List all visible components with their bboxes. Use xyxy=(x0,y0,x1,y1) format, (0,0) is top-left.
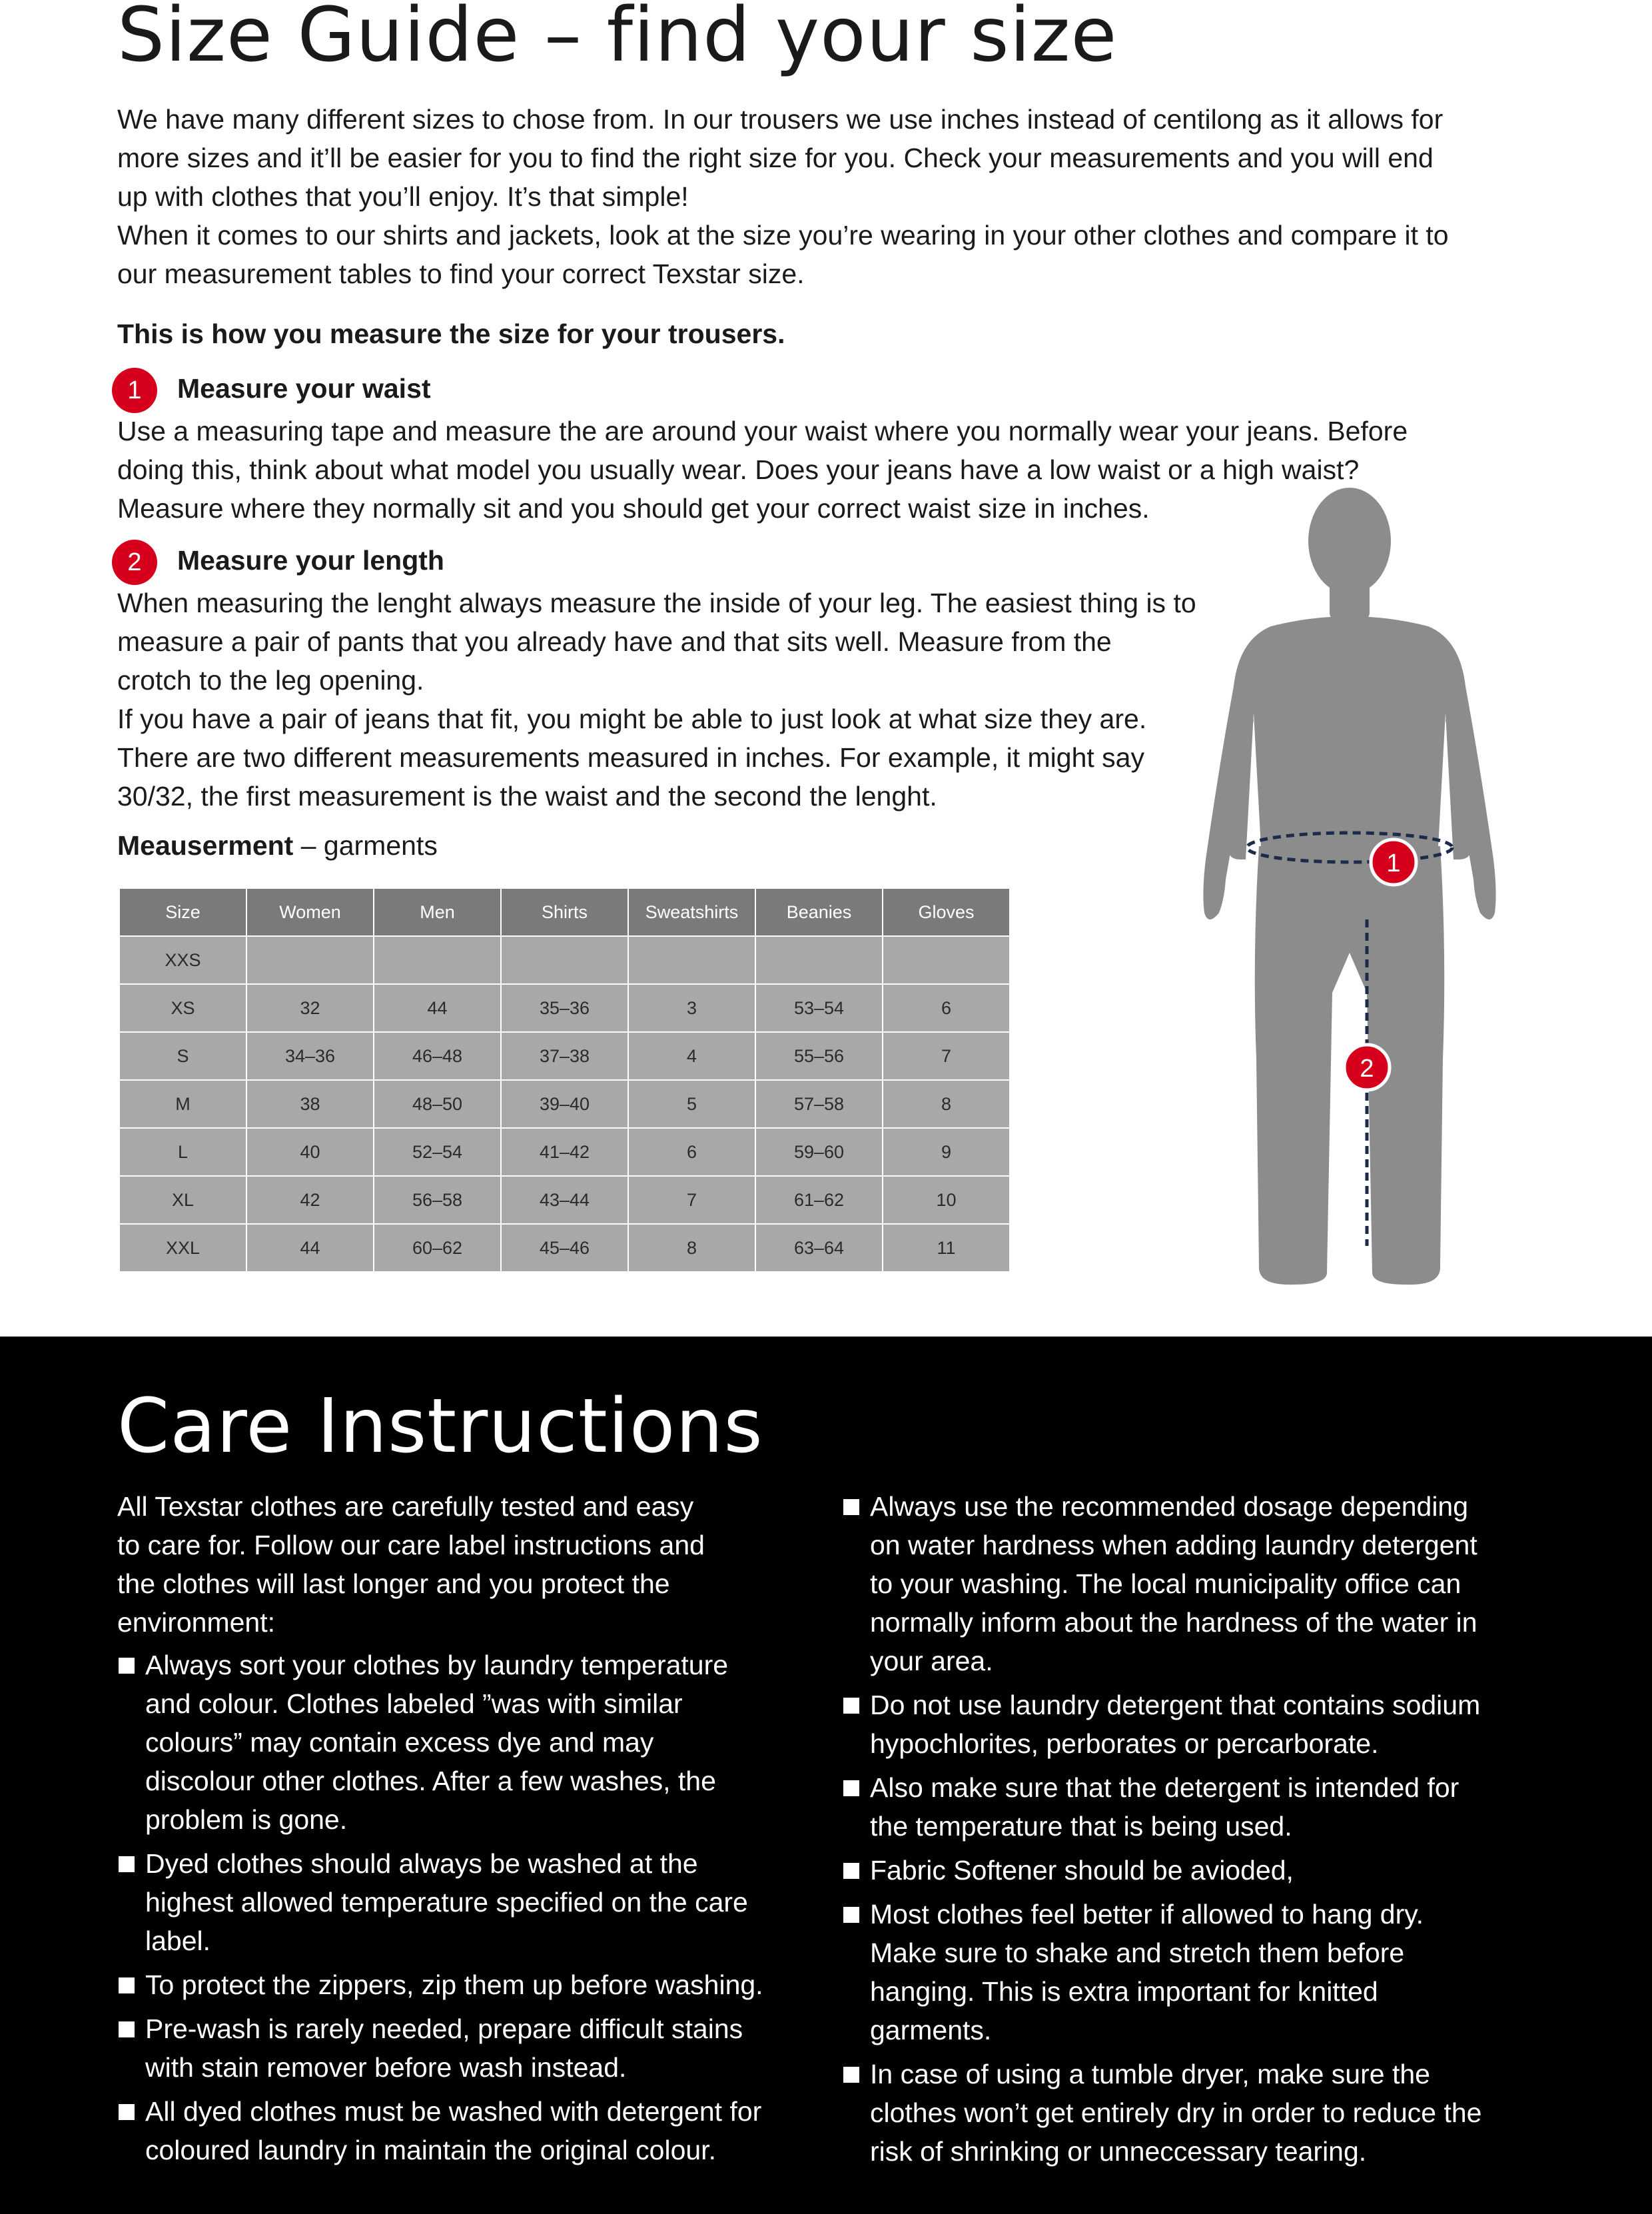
table-cell: 61–62 xyxy=(755,1176,883,1224)
text-line: When it comes to our shirts and jackets, look at the size you’re wearing in your other clothes and compare it to xyxy=(117,220,1449,251)
text-line: the clothes will last longer and you protect the xyxy=(117,1568,670,1599)
text-line: colours” may contain excess dye and may xyxy=(145,1727,654,1758)
column-header: Beanies xyxy=(755,889,883,936)
body-silhouette-figure xyxy=(1192,486,1525,1293)
table-cell: 42 xyxy=(246,1176,374,1224)
care-title: Care Instructions xyxy=(117,1383,763,1470)
care-list-item xyxy=(145,1844,763,1960)
table-cell xyxy=(246,936,374,984)
text-line: When measuring the lenght always measure the inside of your leg. The easiest thing is to xyxy=(117,588,1196,618)
text-line: All Texstar clothes are carefully tested and easy xyxy=(117,1491,694,1522)
column-header: Men xyxy=(374,889,501,936)
text-line: risk of shrinking or unneccessary tearing. xyxy=(870,2136,1367,2167)
text-line: with stain remover before wash instead. xyxy=(145,2052,627,2083)
text-line: measure a pair of pants that you already have and that sits well. Measure from the xyxy=(117,626,1112,657)
square-bullet-icon xyxy=(119,1977,135,1993)
text-line: discolour other clothes. After a few washes, the xyxy=(145,1766,716,1796)
square-bullet-icon xyxy=(843,1499,859,1515)
text-line: Fabric Softener should be avioded, xyxy=(870,1855,1294,1886)
table-cell: 45–46 xyxy=(501,1224,628,1272)
table-row xyxy=(120,1224,1010,1272)
person-silhouette xyxy=(1203,488,1495,1285)
table-cell: XXL xyxy=(120,1224,246,1272)
table-cell: 6 xyxy=(883,984,1010,1032)
table-cell xyxy=(501,936,628,984)
text-line: the temperature that is being used. xyxy=(870,1811,1292,1842)
text-line: In case of using a tumble dryer, make sure the xyxy=(870,2059,1430,2089)
table-cell: 60–62 xyxy=(374,1224,501,1272)
measurement-caption-rest: – garments xyxy=(293,830,438,861)
column-header: Sweatshirts xyxy=(628,889,755,936)
table-cell: 9 xyxy=(883,1128,1010,1176)
step-1-badge: 1 xyxy=(112,368,157,413)
table-cell: L xyxy=(120,1128,246,1176)
text-line: Also make sure that the detergent is intended for xyxy=(870,1772,1459,1803)
square-bullet-icon xyxy=(843,1907,859,1923)
table-cell: 53–54 xyxy=(755,984,883,1032)
step-2-body xyxy=(117,584,1196,816)
table-cell: 56–58 xyxy=(374,1176,501,1224)
table-cell: 63–64 xyxy=(755,1224,883,1272)
care-list-item xyxy=(145,1965,763,2004)
size-guide-title: Size Guide – find your size xyxy=(117,0,1118,79)
text-line: our measurement tables to find your correct Texstar size. xyxy=(117,259,805,289)
table-cell: 44 xyxy=(374,984,501,1032)
care-intro xyxy=(117,1487,705,1642)
table-cell: 38 xyxy=(246,1080,374,1128)
text-line: more sizes and it’ll be easier for you to find the right size for you. Check your measurements and you will end xyxy=(117,143,1434,173)
square-bullet-icon xyxy=(119,2104,135,2120)
table-row xyxy=(120,1176,1010,1224)
table-row xyxy=(120,984,1010,1032)
text-line: label. xyxy=(145,1926,211,1956)
text-line: coloured laundry in maintain the original colour. xyxy=(145,2135,716,2165)
table-cell: 5 xyxy=(628,1080,755,1128)
text-line: and colour. Clothes labeled ”was with similar xyxy=(145,1688,683,1719)
square-bullet-icon xyxy=(119,1658,135,1674)
text-line: Dyed clothes should always be washed at the xyxy=(145,1848,698,1879)
waist-marker-label: 1 xyxy=(1386,849,1401,877)
table-cell: 3 xyxy=(628,984,755,1032)
table-cell: 11 xyxy=(883,1224,1010,1272)
care-list-item xyxy=(145,2092,763,2169)
trousers-heading: This is how you measure the size for your trousers. xyxy=(117,318,785,349)
text-line: crotch to the leg opening. xyxy=(117,665,424,696)
table-row xyxy=(120,1128,1010,1176)
care-list-right xyxy=(870,1487,1481,2176)
table-cell: 37–38 xyxy=(501,1032,628,1080)
text-line: environment: xyxy=(117,1607,276,1638)
table-cell: XS xyxy=(120,984,246,1032)
square-bullet-icon xyxy=(843,2067,859,2083)
table-cell: 48–50 xyxy=(374,1080,501,1128)
text-line: All dyed clothes must be washed with detergent for xyxy=(145,2096,762,2127)
care-list-item xyxy=(145,2009,763,2087)
text-line: normally inform about the hardness of the water in xyxy=(870,1607,1477,1638)
step-1-title: Measure your waist xyxy=(177,373,431,404)
table-cell: 55–56 xyxy=(755,1032,883,1080)
table-cell xyxy=(374,936,501,984)
text-line: Pre-wash is rarely needed, prepare difficult stains xyxy=(145,2013,743,2044)
table-cell: 7 xyxy=(628,1176,755,1224)
square-bullet-icon xyxy=(119,1856,135,1872)
column-header: Shirts xyxy=(501,889,628,936)
table-cell: 40 xyxy=(246,1128,374,1176)
table-header-row xyxy=(120,889,1010,936)
table-cell: XL xyxy=(120,1176,246,1224)
text-line: Do not use laundry detergent that contains sodium xyxy=(870,1690,1481,1720)
column-header: Size xyxy=(120,889,246,936)
text-line: Make sure to shake and stretch them before xyxy=(870,1937,1405,1968)
measurement-caption-bold: Meauserment xyxy=(117,830,294,861)
text-line: hanging. This is extra important for knitted xyxy=(870,1976,1378,2007)
text-line: garments. xyxy=(870,2015,992,2045)
table-cell: 41–42 xyxy=(501,1128,628,1176)
text-line: doing this, think about what model you usually wear. Does your jeans have a low waist or a high waist? xyxy=(117,454,1360,485)
text-line: problem is gone. xyxy=(145,1804,348,1835)
text-line: up with clothes that you’ll enjoy. It’s that simple! xyxy=(117,181,689,212)
table-cell: M xyxy=(120,1080,246,1128)
table-cell: 35–36 xyxy=(501,984,628,1032)
care-list-item xyxy=(870,1487,1481,1680)
text-line: We have many different sizes to chose from. In our trousers we use inches instead of centilong as it allows for xyxy=(117,104,1444,135)
text-line: 30/32, the first measurement is the waist and the second the lenght. xyxy=(117,781,937,812)
table-cell: 39–40 xyxy=(501,1080,628,1128)
text-line: Use a measuring tape and measure the are around your waist where you normally wear your jeans. Before xyxy=(117,416,1408,446)
text-line: to your washing. The local municipality office can xyxy=(870,1568,1461,1599)
care-list-left xyxy=(145,1646,763,2175)
table-row xyxy=(120,1032,1010,1080)
text-line: There are two different measurements measured in inches. For example, it might say xyxy=(117,742,1144,773)
table-cell xyxy=(755,936,883,984)
table-cell: 10 xyxy=(883,1176,1010,1224)
measurement-caption xyxy=(117,830,438,861)
table-cell: 8 xyxy=(628,1224,755,1272)
care-list-item xyxy=(870,2055,1481,2171)
table-cell xyxy=(883,936,1010,984)
text-line: highest allowed temperature specified on the care xyxy=(145,1887,748,1918)
step-2-title: Measure your length xyxy=(177,545,444,576)
care-list-item xyxy=(870,1768,1481,1846)
care-list-item xyxy=(870,1686,1481,1763)
size-guide-intro xyxy=(117,100,1449,293)
care-list-item xyxy=(145,1646,763,1839)
text-line: hypochlorites, perborates or percarborate. xyxy=(870,1728,1379,1759)
table-cell: 44 xyxy=(246,1224,374,1272)
table-cell: S xyxy=(120,1032,246,1080)
column-header: Gloves xyxy=(883,889,1010,936)
text-line: If you have a pair of jeans that fit, you might be able to just look at what size they are. xyxy=(117,704,1147,734)
text-line: Always use the recommended dosage depending xyxy=(870,1491,1469,1522)
text-line: your area. xyxy=(870,1646,993,1676)
table-cell: 57–58 xyxy=(755,1080,883,1128)
care-list-item xyxy=(870,1851,1481,1890)
square-bullet-icon xyxy=(843,1698,859,1714)
table-cell: 4 xyxy=(628,1032,755,1080)
size-table xyxy=(120,889,1011,1273)
table-cell xyxy=(628,936,755,984)
table-row xyxy=(120,936,1010,984)
table-body xyxy=(120,936,1010,1272)
table-row xyxy=(120,1080,1010,1128)
table-cell: 43–44 xyxy=(501,1176,628,1224)
text-line: To protect the zippers, zip them up before washing. xyxy=(145,1969,763,2000)
text-line: Measure where they normally sit and you should get your correct waist size in inches. xyxy=(117,493,1150,524)
care-list-item xyxy=(870,1895,1481,2049)
text-line: Always sort your clothes by laundry temperature xyxy=(145,1650,729,1680)
square-bullet-icon xyxy=(843,1863,859,1879)
table-cell: XXS xyxy=(120,936,246,984)
text-line: to care for. Follow our care label instructions and xyxy=(117,1530,705,1560)
step-2-badge: 2 xyxy=(112,540,157,585)
square-bullet-icon xyxy=(843,1780,859,1796)
text-line: clothes won’t get entirely dry in order to reduce the xyxy=(870,2097,1482,2128)
table-cell: 32 xyxy=(246,984,374,1032)
square-bullet-icon xyxy=(119,2021,135,2037)
table-cell: 7 xyxy=(883,1032,1010,1080)
table-cell: 6 xyxy=(628,1128,755,1176)
length-marker-label: 2 xyxy=(1360,1055,1374,1083)
table-cell: 59–60 xyxy=(755,1128,883,1176)
text-line: on water hardness when adding laundry detergent xyxy=(870,1530,1477,1560)
table-cell: 46–48 xyxy=(374,1032,501,1080)
table-cell: 34–36 xyxy=(246,1032,374,1080)
text-line: Most clothes feel better if allowed to hang dry. xyxy=(870,1899,1424,1930)
table-cell: 52–54 xyxy=(374,1128,501,1176)
table-cell: 8 xyxy=(883,1080,1010,1128)
column-header: Women xyxy=(246,889,374,936)
